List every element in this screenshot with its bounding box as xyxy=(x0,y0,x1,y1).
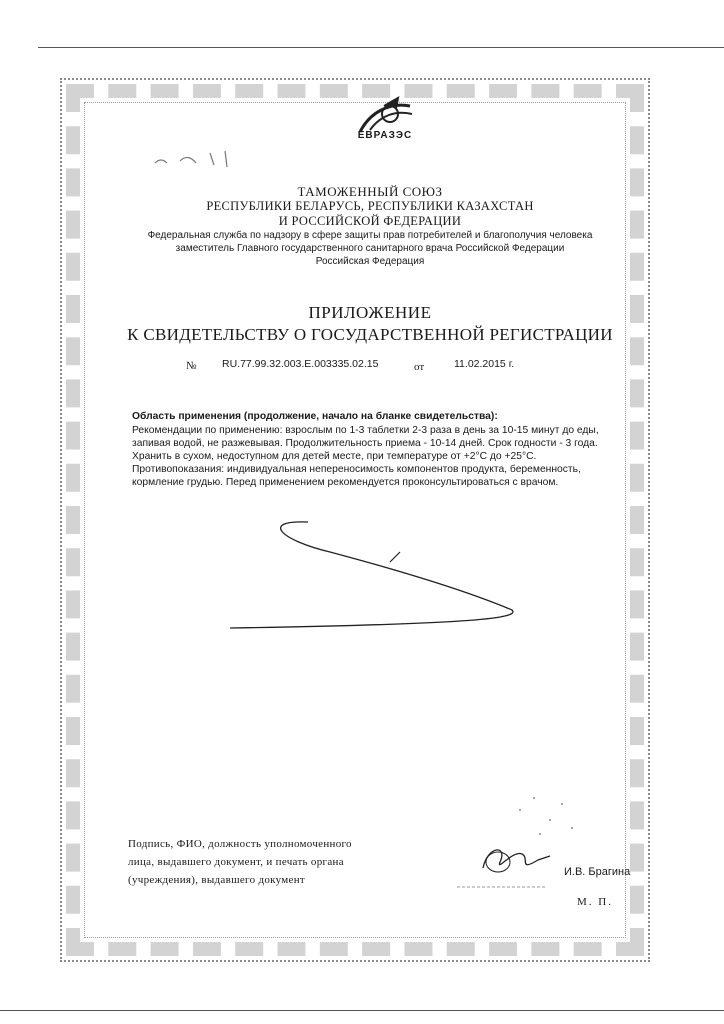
body-line: Хранить в сухом, недоступном для детей месте, при температуре от +2°С до +25°С. xyxy=(132,451,537,462)
union-title: ТАМОЖЕННЫЙ СОЮЗ xyxy=(297,184,443,199)
seal-place-label: М. П. xyxy=(577,896,613,908)
signer-name: И.В. Брагина xyxy=(564,866,631,878)
official-signature xyxy=(478,840,558,880)
body-line: запивая водой, не разжевывая. Продолжительность приема - 10-14 дней. Срок годности - 3 года. xyxy=(132,438,598,449)
scan-bottom-line xyxy=(0,1010,724,1011)
scope-heading: Область применения (продолжение, начало на бланке свидетельства): xyxy=(132,411,498,422)
republics-line-1: РЕСПУБЛИКИ БЕЛАРУСЬ, РЕСПУБЛИКИ КАЗАХСТАН xyxy=(206,199,534,213)
document-title: ПРИЛОЖЕНИЕ xyxy=(308,303,432,322)
body-line: Противопоказания: индивидуальная непереносимость компонентов продукта, беременность, xyxy=(132,464,581,475)
deputy-title: заместитель Главного государственного санитарного врача Российской Федерации xyxy=(175,243,565,254)
body-line: кормление грудью. Перед применением рекомендуется проконсультироваться с врачом. xyxy=(132,477,559,488)
document-subtitle: К СВИДЕТЕЛЬСТВУ О ГОСУДАРСТВЕННОЙ РЕГИСТРАЦИИ xyxy=(127,325,613,344)
country-name: Российская Федерация xyxy=(315,256,425,267)
signature-caption-line-3: (учреждения), выдавшего документ xyxy=(128,874,306,886)
seal-speckle xyxy=(510,790,580,840)
number-label: № xyxy=(186,360,197,372)
body-line: Рекомендации по применению: взрослым по 1-3 таблетки 2-3 раза в день за 10-15 минут до еды, xyxy=(132,425,599,436)
scan-mark xyxy=(150,143,250,173)
service-name: Федеральная служба по надзору в сфере защиты прав потребителей и благополучия человека xyxy=(147,230,593,241)
scan-top-line xyxy=(38,47,724,48)
signature-caption-line-1: Подпись, ФИО, должность уполномоченного xyxy=(128,838,352,850)
republics-line-2: И РОССИЙСКОЙ ФЕДЕРАЦИИ xyxy=(278,214,462,228)
stamp-residue xyxy=(455,880,555,894)
registration-date: 11.02.2015 г. xyxy=(454,358,515,370)
signature-caption-line-2: лица, выдавшего документ, и печать органа xyxy=(128,856,344,868)
logo-text: ЕВРАЗЭС xyxy=(357,130,413,141)
registration-number: RU.77.99.32.003.E.003335.02.15 xyxy=(222,358,379,370)
date-label: от xyxy=(414,361,425,373)
strike-through-signature xyxy=(220,510,530,630)
